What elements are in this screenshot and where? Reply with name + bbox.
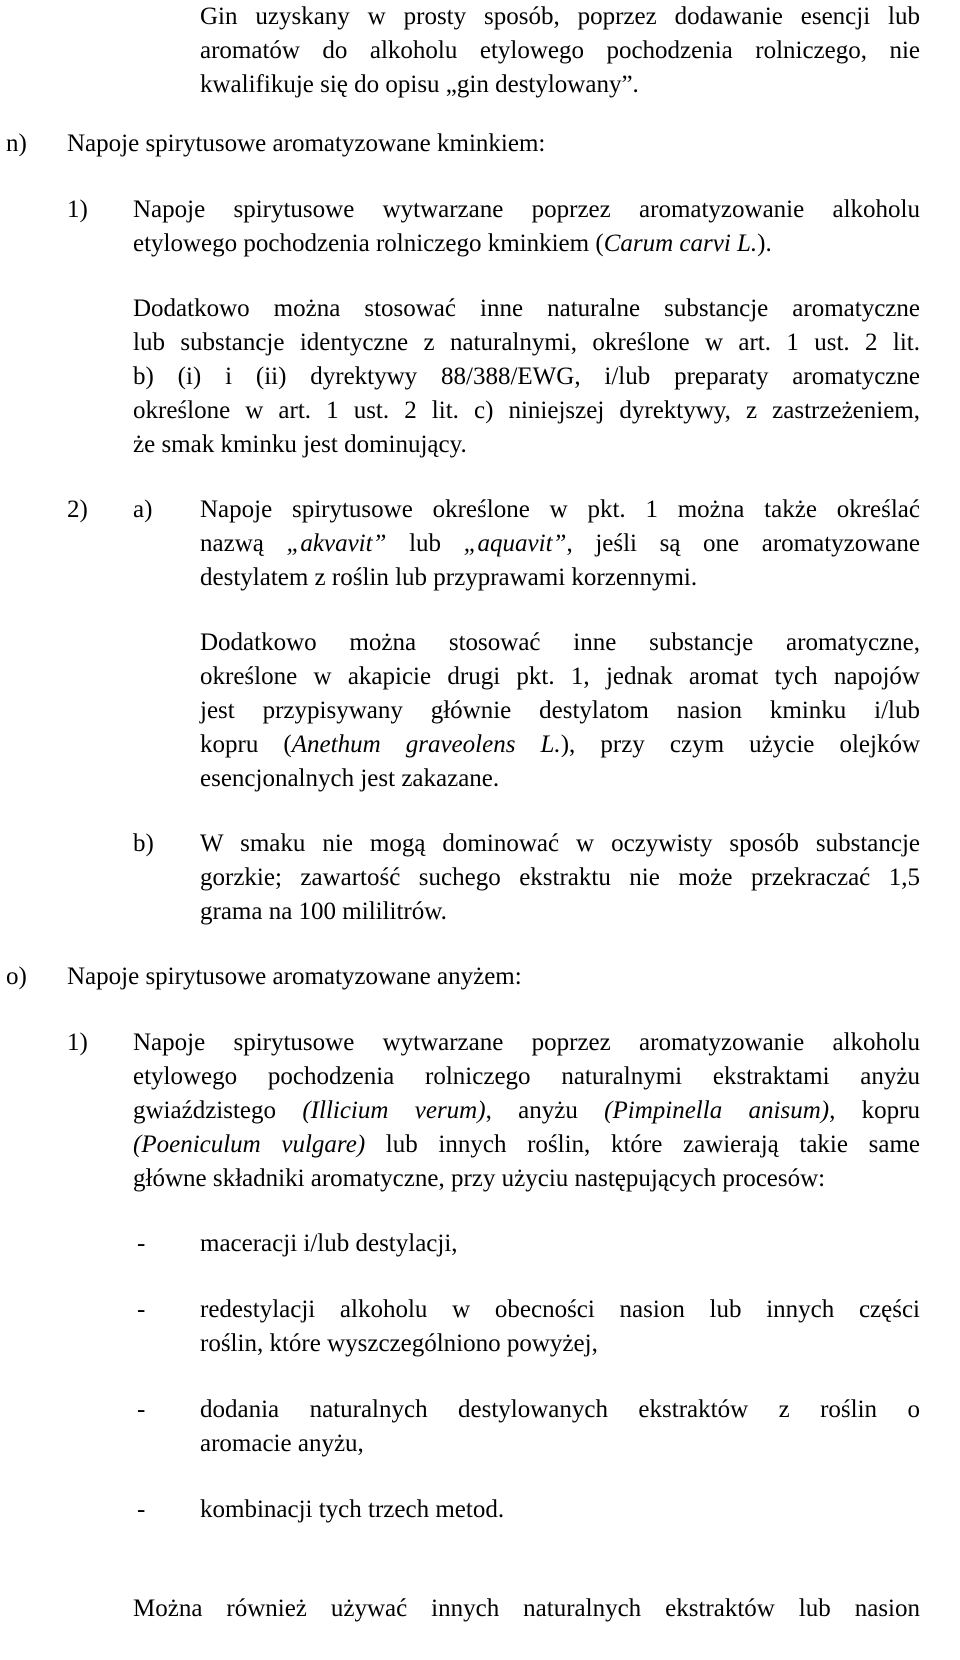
n1-line-2a: etylowego pochodzenia rolniczego kminkiem ( [133, 230, 604, 257]
n2b-marker: b) [133, 830, 154, 857]
anethum-latin-name: Anethum graveolens L. [291, 731, 561, 758]
n2b-line-2: gorzkie; zawartość suchego ekstraktu nie może przekraczać 1,5 [200, 864, 920, 891]
n1-latin-name: Carum carvi L. [603, 230, 758, 257]
n2a-line-2e: , jeśli są one aromatyzowane [566, 530, 921, 557]
n1-extra-3: b) (i) i (ii) dyrektywy 88/388/EWG, i/lub preparaty aromatyczne [133, 363, 920, 390]
n2a-extra-1: Dodatkowo można stosować inne substancje aromatyczne, [200, 629, 920, 656]
section-o-title: Napoje spirytusowe aromatyzowane anyżem: [67, 963, 522, 990]
akvavit-term: „akvavit” [286, 530, 387, 557]
poeniculum-latin-name: (Poeniculum vulgare) [133, 1131, 366, 1158]
bullet-2-line-1: redestylacji alkoholu w obecności nasion lub innych części [200, 1296, 920, 1323]
bullet-3-dash: - [137, 1396, 146, 1423]
section-n-marker: n) [6, 130, 27, 157]
illicium-latin-name: (Illicium verum) [302, 1097, 486, 1124]
o1-line-1: Napoje spirytusowe wytwarzane poprzez aromatyzowanie alkoholu [133, 1029, 920, 1056]
bullet-1-dash: - [137, 1230, 146, 1257]
n1-marker: 1) [67, 196, 88, 223]
o1-marker: 1) [67, 1029, 88, 1056]
n2a-line-1: Napoje spirytusowe określone w pkt. 1 można także określać [200, 496, 920, 523]
pimpinella-latin-name: (Pimpinella anisum), [604, 1097, 836, 1124]
n2a-line-3: destylatem z roślin lub przyprawami korzennymi. [200, 564, 698, 591]
n1-line-2c: ). [757, 230, 772, 257]
intro-line-2: aromatów do alkoholu etylowego pochodzenia rolniczego, nie [200, 37, 920, 64]
bullet-4-line-1: kombinacji tych trzech metod. [200, 1496, 505, 1523]
n1-extra-2: lub substancje identyczne z naturalnymi, określone w art. 1 ust. 2 lit. [133, 329, 920, 356]
section-o-marker: o) [6, 963, 27, 990]
n2a-line-2a: nazwą [200, 530, 287, 557]
bullet-3-line-1: dodania naturalnych destylowanych ekstraktów z roślin o [200, 1396, 920, 1423]
n2-marker: 2) [67, 496, 88, 523]
n2a-extra-3: jest przypisywany głównie destylatom nasion kminku i/lub [200, 697, 920, 724]
o1-line-3e: kopru [835, 1097, 920, 1124]
n2a-extra-4a: kopru ( [200, 731, 292, 758]
n1-extra-1: Dodatkowo można stosować inne naturalne substancje aromatyczne [133, 295, 920, 322]
n2a-extra-5: esencjonalnych jest zakazane. [200, 765, 500, 792]
n2a-extra-2: określone w akapicie drugi pkt. 1, jednak aromat tych napojów [200, 663, 920, 690]
n2a-marker: a) [133, 496, 153, 523]
intro-line-1: Gin uzyskany w prosty sposób, poprzez dodawanie esencji lub [200, 3, 920, 30]
bullet-4-dash: - [137, 1496, 146, 1523]
o1-line-3a: gwiaździstego [133, 1097, 303, 1124]
bullet-1-line-1: maceracji i/lub destylacji, [200, 1230, 458, 1257]
section-n-title: Napoje spirytusowe aromatyzowane kminkiem: [67, 130, 546, 157]
n2b-line-1: W smaku nie mogą dominować w oczywisty sposób substancje [200, 830, 920, 857]
aquavit-term: „aquavit” [463, 530, 567, 557]
o1-line-3c: , anyżu [485, 1097, 605, 1124]
n1-extra-4: określone w art. 1 ust. 2 lit. c) niniejszej dyrektywy, z zastrzeżeniem, [133, 397, 920, 424]
bullet-2-line-2: roślin, które wyszczególniono powyżej, [200, 1330, 598, 1357]
n1-extra-5: że smak kminku jest dominujący. [133, 431, 467, 458]
n2a-line-2c: lub [386, 530, 464, 557]
o1-line-5: główne składniki aromatyczne, przy użyciu następujących procesów: [133, 1165, 826, 1192]
n1-line-2 [133, 227, 772, 261]
o1-line-2: etylowego pochodzenia rolniczego naturalnymi ekstraktami anyżu [133, 1063, 920, 1090]
bullet-3-line-2: aromacie anyżu, [200, 1430, 364, 1457]
bullet-2-dash: - [137, 1296, 146, 1323]
n1-line-1: Napoje spirytusowe wytwarzane poprzez aromatyzowanie alkoholu [133, 196, 920, 223]
n2b-line-3: grama na 100 mililitrów. [200, 898, 447, 925]
intro-line-3: kwalifikuje się do opisu „gin destylowany”. [200, 71, 639, 98]
n2a-extra-4c: ), przy czym użycie olejków [560, 731, 921, 758]
closing-line: Można również używać innych naturalnych ekstraktów lub nasion [133, 1595, 920, 1622]
o1-line-4b: lub innych roślin, które zawierają takie same [365, 1131, 920, 1158]
